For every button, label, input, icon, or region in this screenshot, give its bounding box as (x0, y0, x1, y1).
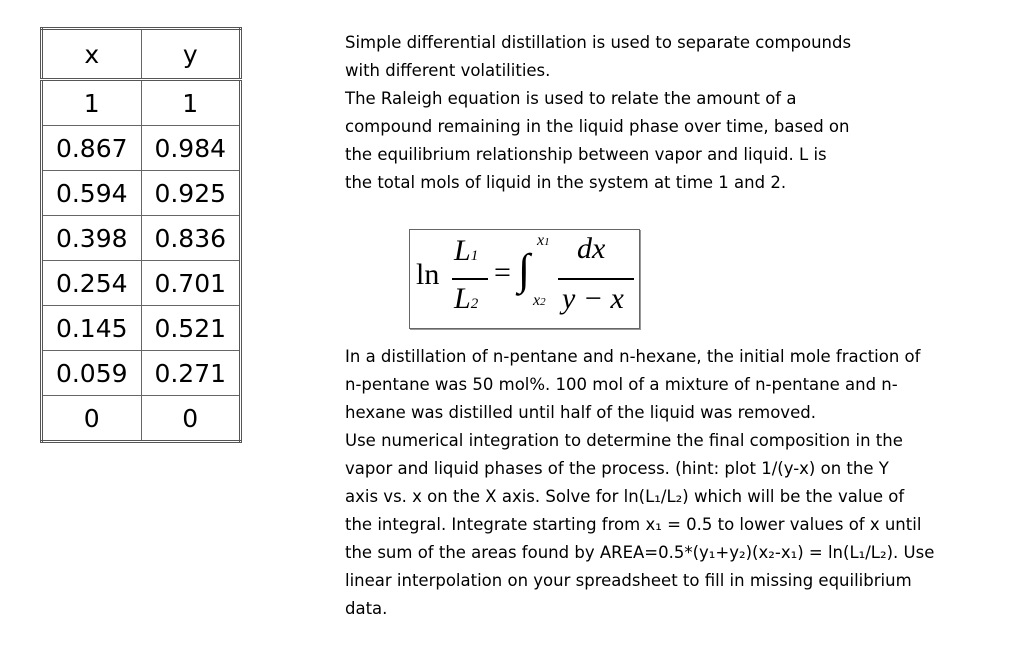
problem-paragraph (345, 343, 934, 623)
table-row (42, 171, 241, 216)
fraction-bar-right (558, 278, 634, 280)
text-line: hexane was distilled until half of the liquid was removed. (345, 403, 816, 422)
rayleigh-equation (409, 229, 640, 329)
header-x: x (42, 29, 142, 80)
cell-x: 0.145 (42, 306, 142, 351)
text-line: with different volatilities. (345, 61, 551, 80)
dx-text: dx (577, 232, 606, 265)
table-row (42, 261, 241, 306)
cell-y: 1 (141, 80, 241, 126)
text-line: axis vs. x on the X axis. Solve for ln(L₁/L₂) which will be the value of (345, 487, 905, 506)
integral-sign: ∫ (518, 245, 531, 294)
cell-y: 0.521 (141, 306, 241, 351)
num-sub: 1 (470, 248, 479, 264)
cell-y: 0.701 (141, 261, 241, 306)
fraction-bar-left (452, 278, 488, 280)
text-line: the total mols of liquid in the system at time 1 and 2. (345, 173, 787, 192)
cell-y: 0.984 (141, 126, 241, 171)
text-line: In a distillation of n-pentane and n-hexane, the initial mole fraction of (345, 347, 921, 366)
table-row (42, 306, 241, 351)
intro-paragraph (345, 29, 851, 197)
denominator-L (454, 282, 478, 316)
text-line: the integral. Integrate starting from x₁ = 0.5 to lower values of x until (345, 515, 922, 534)
cell-x: 0.867 (42, 126, 142, 171)
den-L: L (454, 282, 471, 315)
text-line: Simple differential distillation is used to separate compounds (345, 33, 852, 52)
lower-sub: 2 (540, 296, 546, 308)
lower-limit (533, 292, 546, 310)
upper-limit (537, 232, 550, 250)
cell-x: 1 (42, 80, 142, 126)
numerator-L (454, 234, 478, 268)
text-line: linear interpolation on your spreadsheet to fill in missing equilibrium (345, 571, 912, 590)
table-header-row (42, 29, 241, 80)
header-y: y (141, 29, 241, 80)
text-line: data. (345, 599, 388, 618)
den-sub: 2 (470, 296, 479, 312)
num-L: L (454, 234, 471, 267)
equals-sign: = (494, 256, 511, 289)
equilibrium-data-table (40, 27, 242, 443)
text-line: the sum of the areas found by AREA=0.5*(y₁+y₂)(x₂-x₁) = ln(L₁/L₂). Use (345, 543, 935, 562)
cell-x: 0 (42, 396, 142, 442)
cell-y: 0.925 (141, 171, 241, 216)
table-row (42, 216, 241, 261)
cell-y: 0.836 (141, 216, 241, 261)
text-line: the equilibrium relationship between vapor and liquid. L is (345, 145, 827, 164)
text-line: The Raleigh equation is used to relate the amount of a (345, 89, 797, 108)
text-line: vapor and liquid phases of the process. (hint: plot 1/(y-x) on the Y (345, 459, 889, 478)
cell-x: 0.059 (42, 351, 142, 396)
text-line: n-pentane was 50 mol%. 100 mol of a mixture of n-pentane and n- (345, 375, 898, 394)
cell-y: 0 (141, 396, 241, 442)
upper-sub: 1 (544, 236, 550, 248)
upper-x: x (537, 232, 545, 249)
y-minus-x: y − x (562, 282, 624, 315)
table-row (42, 396, 241, 442)
text-line: compound remaining in the liquid phase over time, based on (345, 117, 850, 136)
table-row (42, 126, 241, 171)
cell-x: 0.398 (42, 216, 142, 261)
text-line: Use numerical integration to determine the final composition in the (345, 431, 903, 450)
ln-text: ln (416, 258, 440, 291)
table-row (42, 351, 241, 396)
lower-x: x (533, 292, 541, 309)
cell-x: 0.594 (42, 171, 142, 216)
table-row (42, 80, 241, 126)
cell-x: 0.254 (42, 261, 142, 306)
cell-y: 0.271 (141, 351, 241, 396)
